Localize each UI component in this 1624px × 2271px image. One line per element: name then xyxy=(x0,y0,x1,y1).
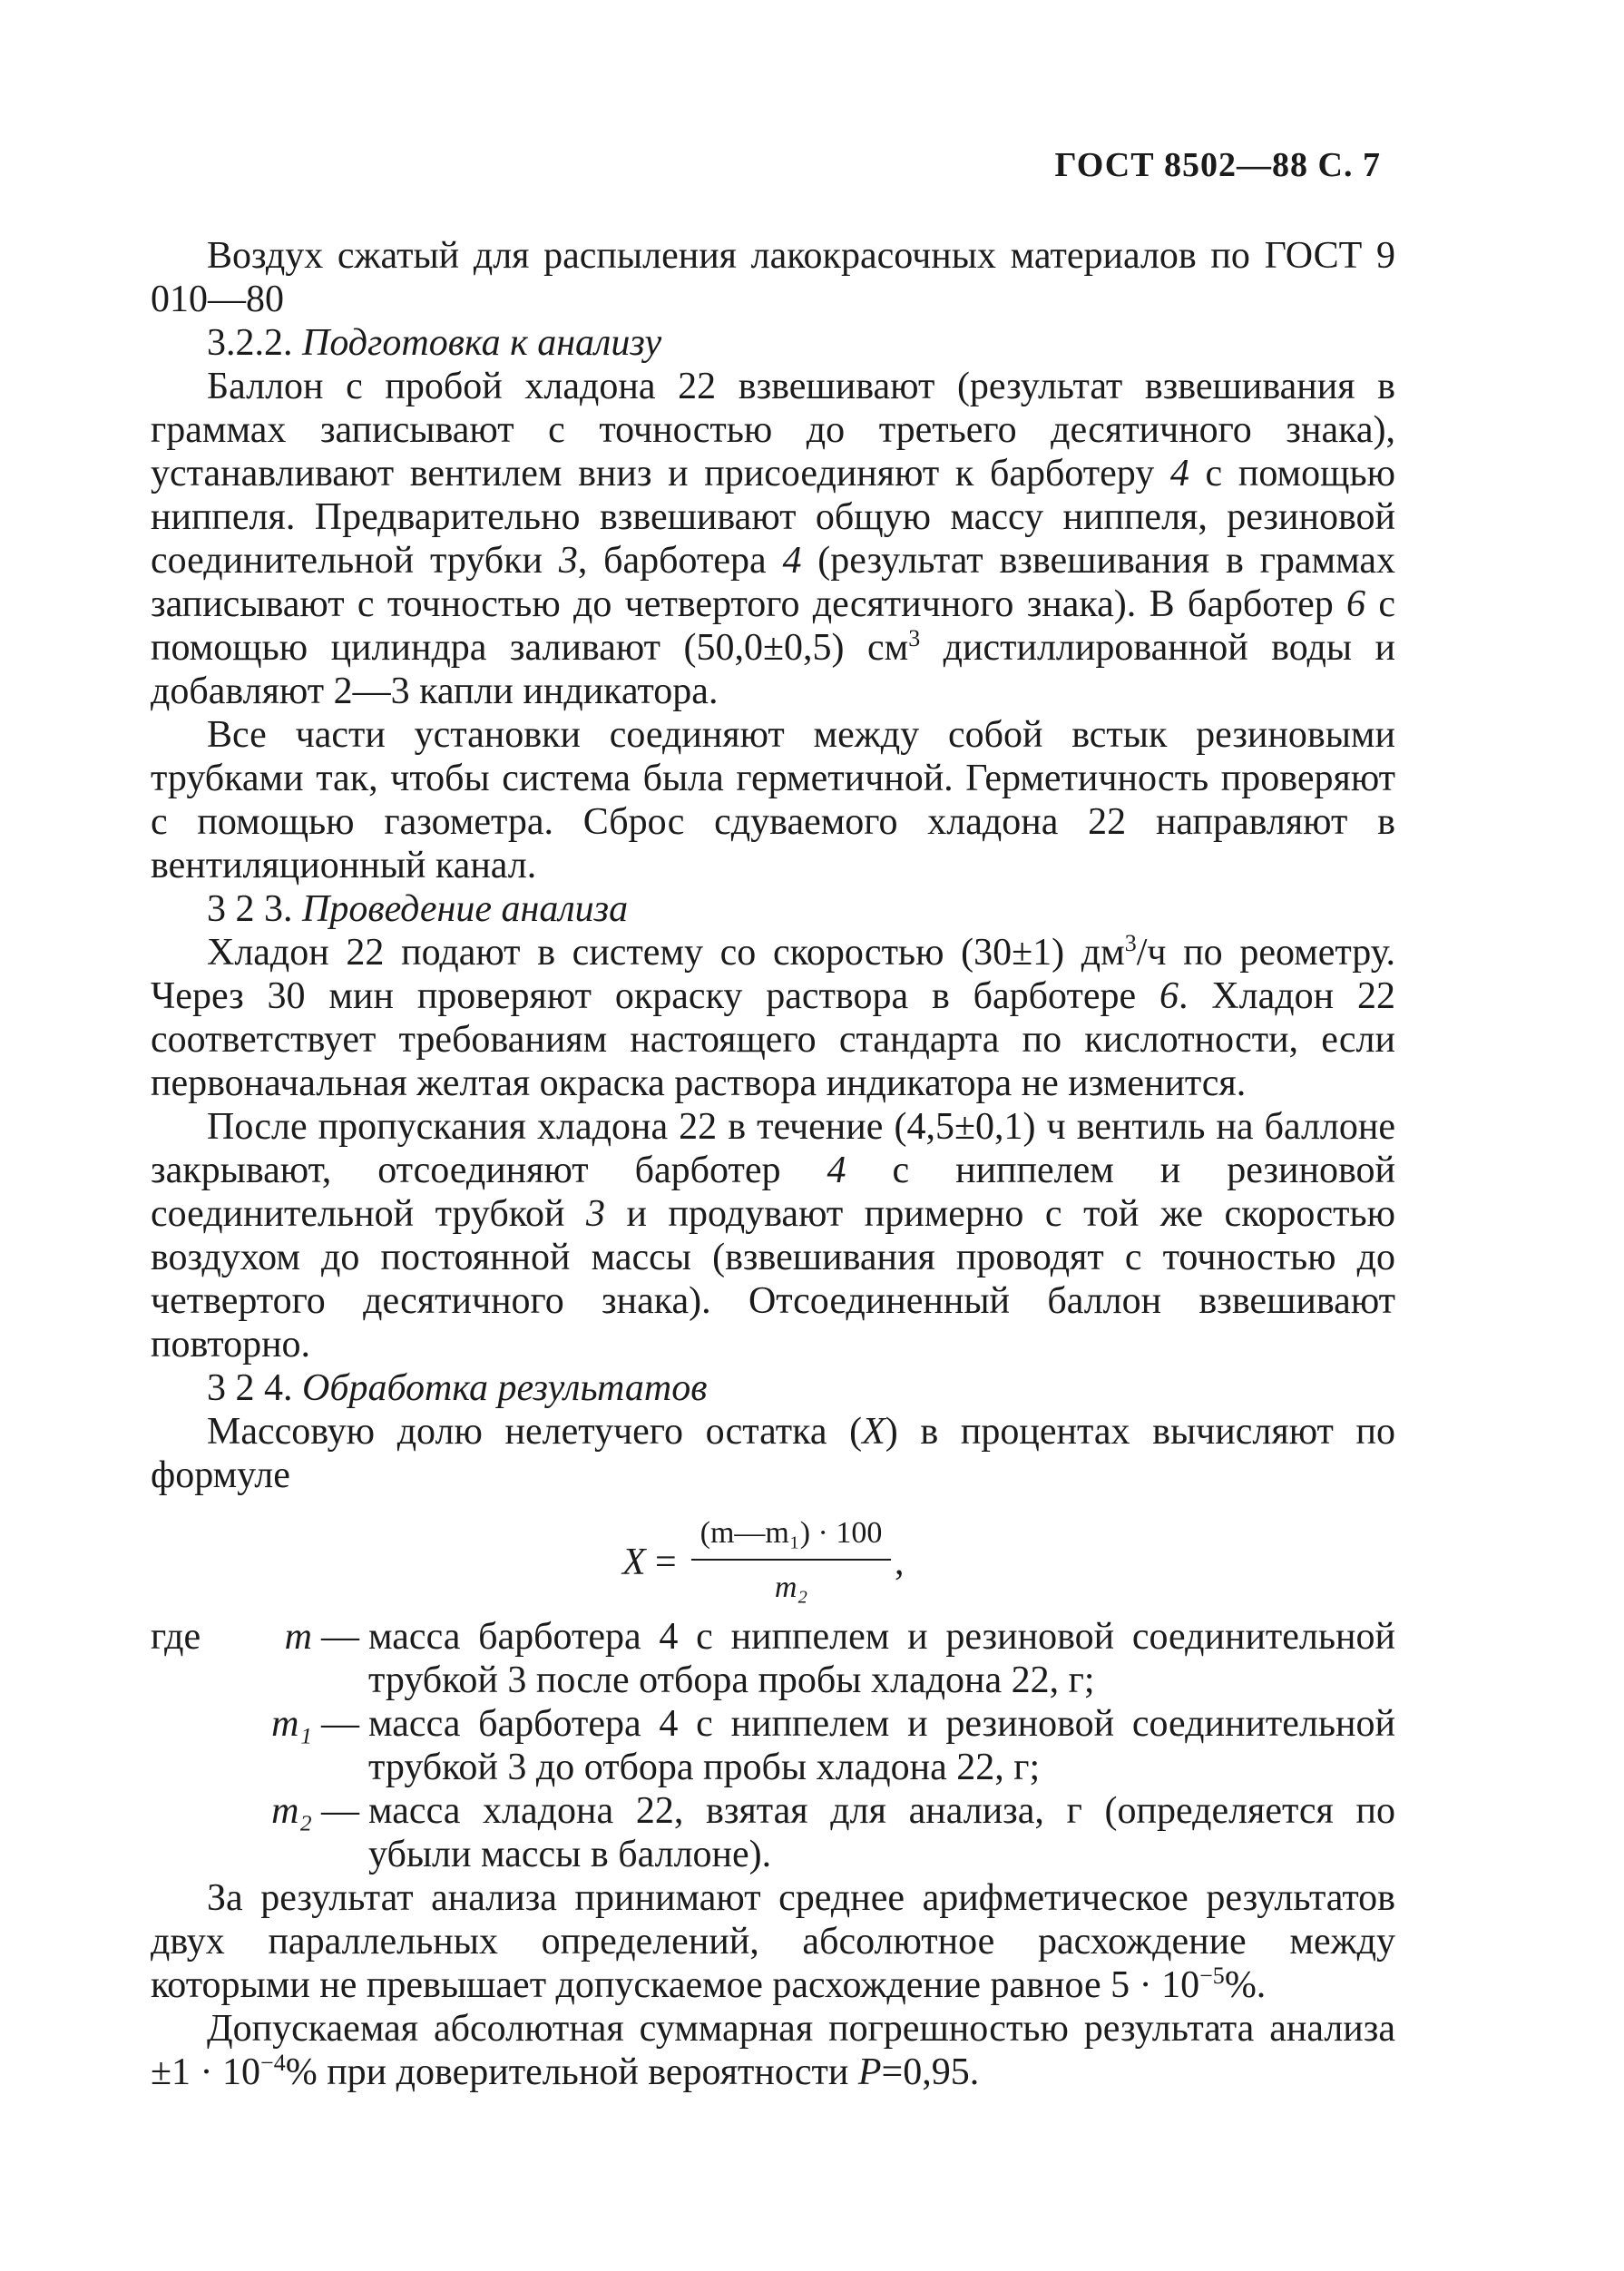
item-number: 4 xyxy=(1169,453,1189,494)
item-number: 6 xyxy=(1159,975,1179,1017)
spacer xyxy=(151,1702,238,1789)
definition: масса барботера 4 с ниппелем и резиновой соединительной трубкой 3 до отбора пробы хладона 22, г; xyxy=(368,1703,1395,1788)
text-run: и продувают примерно с той же скоростью воздухом до постоянной массы (взвешивания проводят с точностью до четвертого десятичного знака). Отсоединенный баллон взвешивают повторно. xyxy=(151,1193,1395,1366)
definition: масса барботера 4 с ниппелем и резиновой соединительной трубкой 3 после отбора пробы хладона 22, г; xyxy=(368,1616,1395,1701)
variable: X xyxy=(862,1411,885,1453)
text-run: Допускаемая абсолютная суммарная погрешностью результата анализа ±1 · 10 xyxy=(151,2008,1395,2093)
definition-row xyxy=(151,1702,1395,1789)
text-run: =0,95. xyxy=(881,2051,980,2093)
item-number: 4 xyxy=(827,1150,846,1191)
formula-trail: , xyxy=(895,1542,905,1583)
text-run: % при доверительной вероятности xyxy=(285,2051,858,2093)
dash: — xyxy=(321,1703,359,1745)
superscript: 3 xyxy=(1124,930,1137,956)
spacer xyxy=(151,1789,238,1876)
formula-numerator: (m—m₁) · 100 xyxy=(691,1512,891,1561)
dash: — xyxy=(321,1790,359,1832)
where-label: где xyxy=(151,1616,201,1658)
paragraph-preparation xyxy=(151,365,1395,713)
section-number: 3 2 4. xyxy=(207,1367,293,1409)
text-run: с ниппелем и резиновой соединительной трубкой xyxy=(151,1150,1395,1235)
section-title: Проведение анализа xyxy=(302,888,629,930)
paragraph-assembly: Все части установки соединяют между собой встык резиновыми трубками так, чтобы система была герметичной. Герметичность проверяют с помощью газометра. Сброс сдуваемого хладона 22 направляют в вентиляционный канал. xyxy=(151,714,1395,886)
section-title: Подготовка к анализу xyxy=(302,322,662,364)
section-3-2-2-heading xyxy=(151,321,1395,365)
page-header: ГОСТ 8502—88 С. 7 xyxy=(1054,146,1381,184)
text-run: ) в процентах вычисляют по формуле xyxy=(151,1411,1395,1496)
dash: — xyxy=(321,1616,359,1658)
paragraph-result xyxy=(151,1876,1395,2007)
section-title: Обработка результатов xyxy=(302,1367,708,1409)
superscript: 3 xyxy=(908,625,921,651)
paragraph-error xyxy=(151,2007,1395,2094)
definition: масса хладона 22, взятая для анализа, г (определяется по убыли массы в баллоне). xyxy=(368,1790,1395,1875)
formula-denominator: m₂ xyxy=(774,1571,808,1604)
text-run: . Хладон 22 соответствует требованиям настоящего стандарта по кислотности, если первоначальная желтая окраска раствора индикатора не изменится. xyxy=(151,975,1395,1104)
text-run: /ч по реометру. Через 30 мин проверяют окраску раствора в барботере xyxy=(151,932,1395,1017)
item-number: 4 xyxy=(782,540,802,582)
definition-row xyxy=(151,1615,1395,1702)
item-number: 3 xyxy=(558,540,578,582)
item-number: 6 xyxy=(1346,583,1366,625)
item-number: 3 xyxy=(586,1193,606,1235)
formula-equals: = xyxy=(655,1542,677,1583)
superscript: −4 xyxy=(260,2050,286,2076)
formula xyxy=(151,1504,1395,1611)
section-number: 3 2 3. xyxy=(207,888,293,930)
text-run: дистиллированной воды и добавляют 2—3 капли индикатора. xyxy=(151,627,1395,712)
text-run: После пропускания хладона 22 в течение (4,5±0,1) ч вентиль на баллоне закрывают, отсоединяют барботер xyxy=(151,1106,1395,1191)
text-run: За результат анализа принимают среднее арифметическое результатов двух параллельных определений, абсолютное расхождение между которыми не превышает допускаемое расхождение равное 5 · 10 xyxy=(151,1877,1395,2006)
variable: P xyxy=(857,2051,882,2093)
text-run: %. xyxy=(1224,1964,1267,2006)
text-run: Массовую долю нелетучего остатка ( xyxy=(207,1411,863,1453)
section-3-2-4-heading xyxy=(151,1366,1395,1410)
paragraph-after-flow xyxy=(151,1105,1395,1366)
text-run: (результат взвешивания в граммах записывают с точностью до четвертого десятичного знака). В барботер xyxy=(151,540,1395,625)
text-run: Хладон 22 подают в систему со скоростью (30±1) дм xyxy=(207,932,1125,974)
document-body xyxy=(151,234,1395,2094)
definition-row xyxy=(151,1789,1395,1876)
text-run: с помощью цилиндра заливают (50,0±0,5) см xyxy=(151,583,1395,669)
superscript: −5 xyxy=(1199,1963,1225,1989)
symbol: m₂ xyxy=(271,1790,312,1832)
section-3-2-3-heading xyxy=(151,887,1395,931)
symbol: m xyxy=(284,1616,312,1658)
section-number: 3.2.2. xyxy=(207,322,293,364)
paragraph-calculation xyxy=(151,1410,1395,1497)
text-run: , барботера xyxy=(577,540,783,582)
paragraph-procedure xyxy=(151,931,1395,1105)
paragraph-air: Воздух сжатый для распыления лакокрасочных материалов по ГОСТ 9 010—80 xyxy=(151,235,1395,320)
text-run: Баллон с пробой хладона 22 взвешивают (результат взвешивания в граммах записывают с точностью до третьего десятичного знака), устанавливают вентилем вниз и присоединяют к барботеру xyxy=(151,366,1395,494)
formula-fraction xyxy=(691,1512,891,1610)
text-run: с помощью ниппеля. Предварительно взвешивают общую массу ниппеля, резиновой соединительной трубки xyxy=(151,453,1395,582)
symbol-definitions xyxy=(151,1615,1395,1876)
formula-lhs: X xyxy=(622,1542,646,1583)
symbol: m₁ xyxy=(271,1703,312,1745)
